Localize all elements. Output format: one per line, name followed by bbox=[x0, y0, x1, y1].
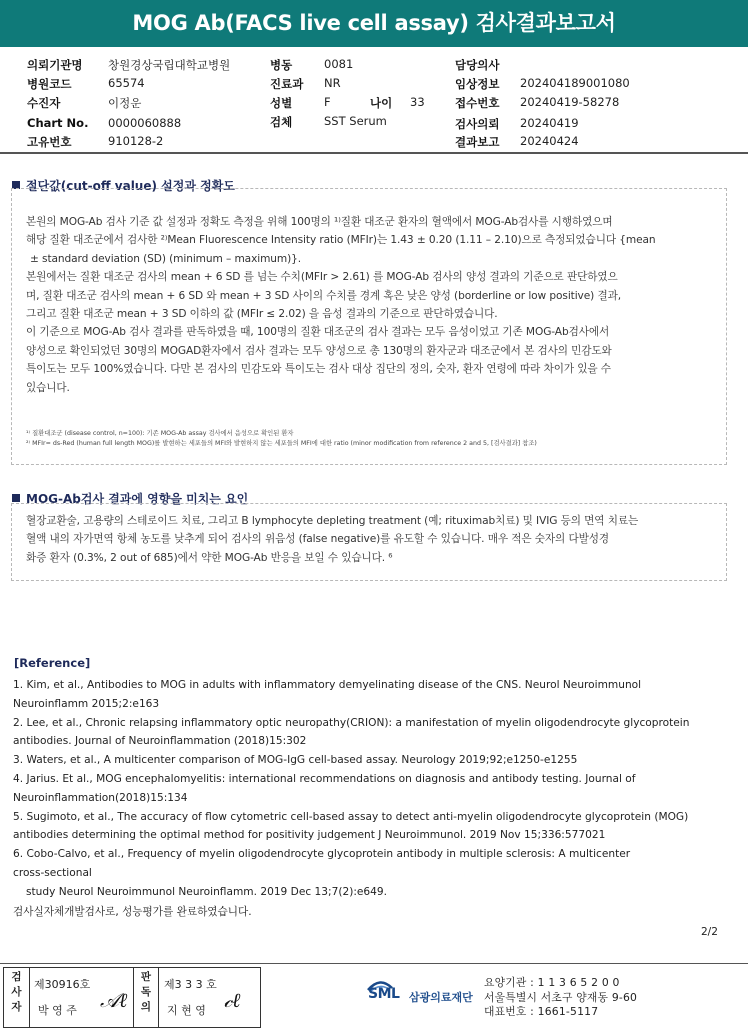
org-line: 서울특별시 서초구 양재동 9-60 bbox=[484, 990, 638, 1004]
reference-line: Neuroinflamm 2015;2:e163 bbox=[13, 697, 160, 710]
value-receipt-number: 20240419-58278 bbox=[520, 95, 620, 109]
value-specimen: SST Serum bbox=[324, 114, 387, 128]
page-number: 2/2 bbox=[700, 926, 718, 938]
reference-line: 4. Jarius. Et al., MOG encephalomyelitis: international recommendations on diagnosis and antibody testing. Journal of bbox=[13, 772, 636, 785]
reader-name: 지 현 영 bbox=[167, 1004, 206, 1017]
label-attending-doctor: 담당의사 bbox=[455, 58, 500, 72]
label-hospital-code: 병원코드 bbox=[27, 77, 72, 91]
value-sex: F bbox=[324, 95, 331, 109]
paragraph-line: 이 기준으로 MOG-Ab 검사 결과를 판독하였을 때, 100명의 질환 대조군의 검사 결과는 모두 음성이었고 기존 MOG-Ab검사에서 bbox=[26, 326, 610, 339]
value-unique-number: 910128-2 bbox=[108, 134, 164, 148]
value-age: 33 bbox=[410, 95, 425, 109]
value-requesting-institution: 창원경상국립대학교병원 bbox=[108, 58, 231, 72]
label-requesting-institution: 의뢰기관명 bbox=[27, 58, 83, 72]
sml-logo bbox=[365, 976, 483, 1016]
value-hospital-code: 65574 bbox=[108, 76, 145, 90]
reader-license-id: 제3 3 3 호 bbox=[164, 978, 217, 991]
patient-info-block bbox=[0, 55, 748, 147]
section-cutoff-footnotes bbox=[26, 429, 726, 448]
label-unique-number: 고유번호 bbox=[27, 135, 72, 149]
info-divider bbox=[0, 152, 748, 154]
section-cutoff-body bbox=[26, 213, 726, 397]
reference-item bbox=[13, 770, 713, 808]
footer bbox=[0, 962, 748, 1033]
organization-info bbox=[484, 976, 637, 1020]
section-cutoff-box bbox=[11, 188, 727, 465]
paragraph-line: 양성으로 확인되었던 30명의 MOGAD환자에서 검사 결과는 모두 양성으로 총 130명의 환자군과 대조군에서 본 검사의 민감도와 bbox=[26, 344, 612, 357]
reference-line: 5. Sugimoto, et al., The accuracy of flow cytometric cell-based assay to detect anti-myelin oligodendrocyte glycoprotein (MOG) bbox=[13, 810, 689, 823]
tester-label bbox=[4, 968, 30, 1027]
reference-line: antibodies determining the optimal method for positivity judgement J Neuroimmunol. 2019 Nov 15;336:577021 bbox=[13, 829, 606, 842]
label-receipt-number: 접수번호 bbox=[455, 96, 500, 110]
paragraph-line: 그리고 질환 대조군 mean + 3 SD 이하의 값 (MFIr ≤ 2.02) 을 음성 결과의 기준으로 판단하였습니다. bbox=[26, 308, 498, 321]
reader-label-text: 판독의 bbox=[140, 971, 152, 1013]
paragraph-line: 특이도는 모두 100%였습니다. 다만 본 검사의 민감도와 특이도는 검사 대상 집단의 정의, 숫자, 환자 연령에 따라 차이가 있을 수 bbox=[26, 363, 611, 376]
report-title: MOG Ab(FACS live cell assay) 검사결과보고서 bbox=[0, 0, 748, 47]
value-clinical-info: 202404189001080 bbox=[520, 76, 630, 90]
validation-note: 검사실자체개발검사로, 성능평가를 완료하였습니다. bbox=[13, 906, 252, 918]
reference-line: 3. Waters, et al., A multicenter comparison of MOG-IgG cell-based assay. Neurology 2019;92;e1250-e1255 bbox=[13, 754, 578, 767]
label-chart-no: Chart No. bbox=[27, 116, 89, 130]
value-patient: 이정운 bbox=[108, 96, 142, 110]
organization-name: 삼광의료재단 bbox=[409, 991, 473, 1004]
tester-label-text: 검사자 bbox=[11, 971, 22, 1013]
reference-list bbox=[13, 676, 713, 902]
paragraph-line: 혈장교환술, 고용량의 스테로이드 치료, 그리고 B lymphocyte depleting treatment (예; rituximab치료) 및 IVIG 등의 면역 치료는 bbox=[26, 515, 639, 527]
label-result-reported: 결과보고 bbox=[455, 135, 500, 149]
reference-line: 2. Lee, et al., Chronic relapsing inflammatory optic neuropathy(CRION): a manifestation of myelin oligodendrocyte glycoprotein bbox=[13, 716, 690, 729]
paragraph-line: 화증 환자 (0.3%, 2 out of 685)에서 약한 MOG-Ab 반응을 보일 수 있습니다. ⁶ bbox=[26, 551, 393, 564]
reference-title: [Reference] bbox=[14, 656, 91, 670]
label-specimen: 검체 bbox=[270, 115, 293, 129]
reference-line: 1. Kim, et al., Antibodies to MOG in adults with inflammatory demyelinating disease of the CNS. Neurol Neuroimmunol bbox=[13, 679, 642, 691]
tester-license-id: 제30916호 bbox=[34, 978, 91, 991]
paragraph-line: 있습니다. bbox=[26, 381, 70, 394]
footnote: ²⁾ MFIr= ds-Red (human full length MOG)를 발현하는 세포들의 MFI와 발현하지 않는 세포들의 MFI에 대한 ratio (minor modification from reference 2 and 5, [검사결과] 참조) bbox=[26, 439, 537, 447]
reference-item bbox=[13, 751, 713, 770]
section-factors-body bbox=[26, 512, 726, 567]
label-test-requested: 검사의뢰 bbox=[455, 117, 500, 131]
value-ward: 0081 bbox=[324, 57, 354, 71]
signature-box bbox=[3, 967, 261, 1028]
label-patient: 수진자 bbox=[27, 96, 61, 110]
value-chart-no: 0000060888 bbox=[108, 116, 182, 130]
reference-item bbox=[13, 676, 713, 714]
value-department: NR bbox=[324, 76, 341, 90]
label-ward: 병동 bbox=[270, 58, 293, 72]
tester-signature: 𝒜ℓ bbox=[100, 988, 128, 1012]
label-department: 진료과 bbox=[270, 77, 304, 91]
value-test-requested: 20240419 bbox=[520, 116, 579, 130]
paragraph-line: ± standard deviation (SD) (minimum – maximum)}. bbox=[30, 252, 302, 265]
reader-signature: 𝒸ℓ bbox=[224, 988, 241, 1012]
bullet-square-icon bbox=[12, 494, 20, 502]
paragraph-line: 본원에서는 질환 대조군 검사의 mean + 6 SD 를 넘는 수치(MFIr > 2.61) 를 MOG-Ab 검사의 양성 결과의 기준으로 판단하였으 bbox=[26, 271, 618, 284]
org-line: 대표번호 : 1661-5117 bbox=[484, 1005, 599, 1018]
reader-label bbox=[133, 968, 159, 1027]
section-factors-box bbox=[11, 503, 727, 581]
tester-name: 박 영 주 bbox=[38, 1004, 77, 1017]
reference-item bbox=[13, 714, 713, 752]
value-result-reported: 20240424 bbox=[520, 134, 579, 148]
label-age: 나이 bbox=[370, 96, 393, 110]
reference-item bbox=[13, 808, 713, 846]
paragraph-line: 본원의 MOG-Ab 검사 기준 값 설정과 정확도 측정을 위해 100명의 ¹⁾질환 대조군 환자의 혈액에서 MOG-Ab검사를 시행하였으며 bbox=[26, 216, 613, 228]
section-cutoff-title-text: 절단값(cut-off value) 설정과 정확도 bbox=[26, 179, 235, 193]
reference-line: Neuroinflammation(2018)15:134 bbox=[13, 791, 188, 804]
paragraph-line: 해당 질환 대조군에서 검사한 ²⁾Mean Fluorescence Intensity ratio (MFIr)는 1.43 ± 0.20 (1.11 – 2.10)으로 측정되었습니다 {mean bbox=[26, 234, 656, 247]
sml-logo-text: SML bbox=[368, 986, 400, 1002]
reference-item bbox=[13, 845, 713, 901]
org-line: 요양기관 : 1 1 3 6 5 2 0 0 bbox=[484, 976, 620, 989]
section-factors-title-text: MOG-Ab검사 결과에 영향을 미치는 요인 bbox=[26, 492, 249, 506]
label-sex: 성별 bbox=[270, 96, 293, 110]
label-clinical-info: 임상정보 bbox=[455, 77, 500, 91]
paragraph-line: 며, 질환 대조군 검사의 mean + 6 SD 와 mean + 3 SD 사이의 수치를 경계 혹은 낮은 양성 (borderline or low positive) 결과, bbox=[26, 289, 621, 302]
paragraph-line: 혈액 내의 자가면역 항체 농도를 낮추게 되어 검사의 위음성 (false negative)를 유도할 수 있습니다. 매우 적은 숫자의 다발성경 bbox=[26, 533, 609, 546]
reference-line: cross-sectional bbox=[13, 866, 92, 879]
footnote: ¹⁾ 질환대조군 (disease control, n=100): 기존 MOG-Ab assay 검사에서 음성으로 확인된 환자 bbox=[26, 430, 294, 437]
reference-line: antibodies. Journal of Neuroinflammation (2018)15:302 bbox=[13, 735, 307, 748]
reference-line: 6. Cobo-Calvo, et al., Frequency of myelin oligodendrocyte glycoprotein antibody in multiple sclerosis: A multicenter bbox=[13, 848, 631, 861]
reference-line: study Neurol Neuroimmunol Neuroinflamm. 2019 Dec 13;7(2):e649. bbox=[26, 885, 388, 898]
